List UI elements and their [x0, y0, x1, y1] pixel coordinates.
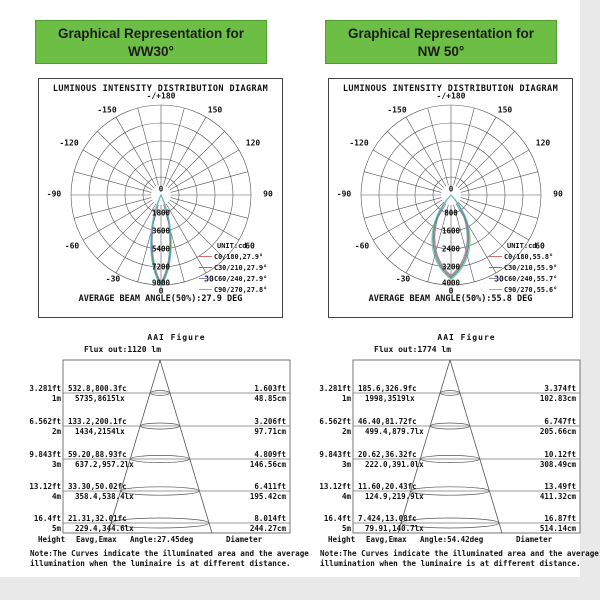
column-header-diameter: Diameter [516, 535, 553, 544]
height-m-value: 4m [51, 492, 61, 501]
diameter-ft-value: 3.206ft [254, 417, 286, 426]
note-line2: illumination when the luminaire is at different distance. [30, 558, 291, 568]
height-m-value: 5m [51, 524, 61, 533]
angle-label-m30: -30 [395, 274, 411, 284]
note-line2: illumination when the luminaire is at different distance. [320, 558, 581, 568]
diameter-ft-value: 4.809ft [254, 450, 286, 459]
column-ww30 [30, 0, 320, 600]
banner-title-line1: Graphical Representation for [347, 26, 535, 41]
angle-label-0: 0 [448, 286, 454, 296]
angle-label-p60: 60 [535, 241, 545, 251]
legend [489, 242, 575, 295]
eavg-emax-fc-value: 21.31,32.01fc [68, 514, 127, 523]
angle-label-p120: 120 [245, 138, 261, 148]
curve-color-swatch-c0-icon [489, 256, 502, 257]
height-ft-value: 16.4ft [33, 514, 61, 523]
angle-label-m150: -150 [387, 105, 407, 115]
column-header-height: Height [328, 535, 356, 544]
angle-label-m120: -120 [59, 138, 79, 148]
legend-entry-label: C90/270,27.8° [214, 285, 268, 294]
polar-diagram-panel-ww30 [38, 78, 283, 318]
eavg-emax-lx-value: 79.91,140.7lx [365, 524, 424, 533]
legend-entry-c60 [199, 273, 285, 284]
eavg-emax-fc-value: 133.2,200.1fc [68, 417, 127, 426]
radial-tick-label: 4000 [441, 278, 461, 288]
aai-figure-ww30 [29, 333, 309, 578]
height-ft-value: 3.281ft [319, 384, 351, 393]
legend-entry-c0 [489, 251, 575, 262]
aai-title: AAI Figure [437, 333, 496, 342]
diameter-cm-value: 514.14cm [539, 524, 576, 533]
curve-color-swatch-c90-icon [199, 289, 212, 290]
legend-entry-label: C0/180,55.8° [504, 252, 554, 261]
banner-nw50 [325, 20, 557, 64]
curve-color-swatch-c30-icon [489, 267, 502, 268]
aai-figure-nw50 [319, 333, 599, 578]
height-m-value: 4m [341, 492, 351, 501]
legend-entry-c0 [199, 251, 285, 262]
eavg-emax-lx-value: 1998,3519lx [365, 394, 415, 403]
radial-tick-label: 1800 [151, 208, 171, 218]
note-text [30, 549, 309, 569]
height-ft-value: 13.12ft [319, 482, 351, 491]
radial-tick-label: 3600 [151, 226, 171, 236]
column-header-eavg: Eavg,Emax [366, 535, 407, 544]
eavg-emax-lx-value: 499.4,879.7lx [365, 427, 424, 436]
radial-tick-label: 2400 [441, 244, 461, 254]
note-text [320, 549, 599, 569]
column-header-angle: Angle:54.42deg [420, 535, 484, 544]
legend-entry-c30 [489, 262, 575, 273]
eavg-emax-lx-value: 5735,8615lx [75, 394, 125, 403]
legend-entry-label: C60/240,27.9° [214, 274, 268, 283]
radial-tick-label: 1600 [441, 226, 461, 236]
eavg-emax-lx-value: 222.0,391.0lx [365, 460, 424, 469]
curve-color-swatch-c60-icon [489, 278, 502, 279]
angle-label-180: -/+180 [436, 91, 466, 101]
angle-label-m90: -90 [46, 189, 62, 199]
radial-tick-label: 5400 [151, 244, 171, 254]
eavg-emax-lx-value: 124.9,219.9lx [365, 492, 424, 501]
angle-label-p150: 150 [207, 105, 223, 115]
height-m-value: 1m [341, 394, 351, 403]
eavg-emax-fc-value: 59.20,88.93fc [68, 450, 127, 459]
diameter-ft-value: 10.12ft [544, 450, 576, 459]
height-m-value: 3m [51, 460, 61, 469]
diameter-ft-value: 8.014ft [254, 514, 286, 523]
diameter-cm-value: 146.56cm [249, 460, 286, 469]
curve-color-swatch-c90-icon [489, 289, 502, 290]
beam-cone-diagram [320, 333, 588, 543]
eavg-emax-lx-value: 637.2,957.2lx [75, 460, 134, 469]
legend-entry-c30 [199, 262, 285, 273]
eavg-emax-fc-value: 185.6,326.9fc [358, 384, 417, 393]
legend-unit-label: UNIT:cd [507, 242, 537, 250]
height-m-value: 2m [51, 427, 61, 436]
angle-label-m150: -150 [97, 105, 117, 115]
note-line1: Note:The Curves indicate the illuminated area and the average [30, 549, 309, 558]
note-line1: Note:The Curves indicate the illuminated area and the average [320, 549, 599, 558]
angle-label-m60: -60 [354, 241, 370, 251]
diameter-cm-value: 48.85cm [254, 394, 286, 403]
angle-label-p60: 60 [245, 241, 255, 251]
height-ft-value: 9.843ft [29, 450, 61, 459]
average-beam-angle-text: AVERAGE BEAM ANGLE(50%):27.9 DEG [78, 294, 243, 304]
eavg-emax-fc-value: 46.40,81.72fc [358, 417, 417, 426]
legend-entry-c60 [489, 273, 575, 284]
column-header-angle: Angle:27.45deg [130, 535, 194, 544]
banner-ww30 [35, 20, 267, 64]
eavg-emax-fc-value: 33.30,50.02fc [68, 482, 127, 491]
angle-label-p90: 90 [553, 189, 563, 199]
height-ft-value: 6.562ft [319, 417, 351, 426]
height-m-value: 5m [341, 524, 351, 533]
eavg-emax-lx-value: 1434,2154lx [75, 427, 125, 436]
height-m-value: 2m [341, 427, 351, 436]
banner-title-line2: WW30° [128, 44, 174, 59]
angle-label-m60: -60 [64, 241, 80, 251]
angle-label-p150: 150 [497, 105, 513, 115]
eavg-emax-fc-value: 7.424,13.08fc [358, 514, 417, 523]
radial-tick-label: 3200 [441, 262, 461, 272]
angle-label-m120: -120 [349, 138, 369, 148]
height-m-value: 1m [51, 394, 61, 403]
radial-tick-label: 7200 [151, 262, 171, 272]
angle-label-p120: 120 [535, 138, 551, 148]
flux-out-label: Flux out:1120 lm [84, 345, 162, 354]
legend [199, 242, 285, 295]
banner-title-line1: Graphical Representation for [57, 26, 245, 41]
diameter-ft-value: 16.87ft [544, 514, 576, 523]
angle-label-m30: -30 [105, 274, 121, 284]
diameter-cm-value: 308.49cm [539, 460, 576, 469]
height-ft-value: 13.12ft [29, 482, 61, 491]
legend-entry-label: C30/210,27.9° [214, 263, 268, 272]
legend-entry-label: C60/240,55.7° [504, 274, 558, 283]
legend-entry-label: C30/210,55.9° [504, 263, 558, 272]
column-header-diameter: Diameter [226, 535, 263, 544]
height-ft-value: 3.281ft [29, 384, 61, 393]
eavg-emax-lx-value: 358.4,538.4lx [75, 492, 134, 501]
eavg-emax-fc-value: 20.62,36.32fc [358, 450, 417, 459]
eavg-emax-lx-value: 229.4,344.6lx [75, 524, 134, 533]
polar-diagram-panel-nw50 [328, 78, 573, 318]
angle-label-p90: 90 [263, 189, 273, 199]
eavg-emax-fc-value: 11.60,20.43fc [358, 482, 417, 491]
angle-label-p30: 30 [494, 274, 504, 284]
diameter-cm-value: 97.71cm [254, 427, 286, 436]
angle-label-0: 0 [158, 286, 164, 296]
diameter-ft-value: 6.411ft [254, 482, 286, 491]
curve-color-swatch-c60-icon [199, 278, 212, 279]
banner-title-line2: NW 50° [417, 44, 465, 59]
column-header-eavg: Eavg,Emax [76, 535, 117, 544]
diameter-ft-value: 1.603ft [254, 384, 286, 393]
legend-unit-label: UNIT:cd [217, 242, 247, 250]
polar-title: LUMINOUS INTENSITY DISTRIBUTION DIAGRAM [52, 84, 269, 94]
height-ft-value: 9.843ft [319, 450, 351, 459]
radial-tick-label: 800 [444, 208, 458, 218]
diameter-ft-value: 6.747ft [544, 417, 576, 426]
column-nw50 [320, 0, 600, 600]
diameter-cm-value: 244.27cm [249, 524, 286, 533]
beam-cone-diagram [30, 333, 298, 543]
legend-entry-label: C90/270,55.6° [504, 285, 558, 294]
angle-label-m90: -90 [336, 189, 352, 199]
height-ft-value: 6.562ft [29, 417, 61, 426]
eavg-emax-fc-value: 532.8,800.3fc [68, 384, 127, 393]
curve-color-swatch-c0-icon [199, 256, 212, 257]
legend-entry-label: C0/180,27.9° [214, 252, 264, 261]
diameter-ft-value: 3.374ft [544, 384, 576, 393]
angle-label-180: -/+180 [146, 91, 176, 101]
average-beam-angle-text: AVERAGE BEAM ANGLE(50%):55.8 DEG [368, 294, 533, 304]
diameter-cm-value: 102.83cm [539, 394, 576, 403]
diameter-cm-value: 205.66cm [539, 427, 576, 436]
flux-out-label: Flux out:1774 lm [374, 345, 452, 354]
radial-origin-label: 0 [448, 184, 454, 194]
curve-color-swatch-c30-icon [199, 267, 212, 268]
height-ft-value: 16.4ft [323, 514, 351, 523]
aai-title: AAI Figure [147, 333, 206, 342]
height-m-value: 3m [341, 460, 351, 469]
diameter-ft-value: 13.49ft [544, 482, 576, 491]
diameter-cm-value: 411.32cm [539, 492, 576, 501]
polar-title: LUMINOUS INTENSITY DISTRIBUTION DIAGRAM [342, 84, 559, 94]
diameter-cm-value: 195.42cm [249, 492, 286, 501]
radial-origin-label: 0 [158, 184, 164, 194]
angle-label-p30: 30 [204, 274, 214, 284]
column-header-height: Height [38, 535, 66, 544]
radial-tick-label: 9000 [151, 278, 171, 288]
